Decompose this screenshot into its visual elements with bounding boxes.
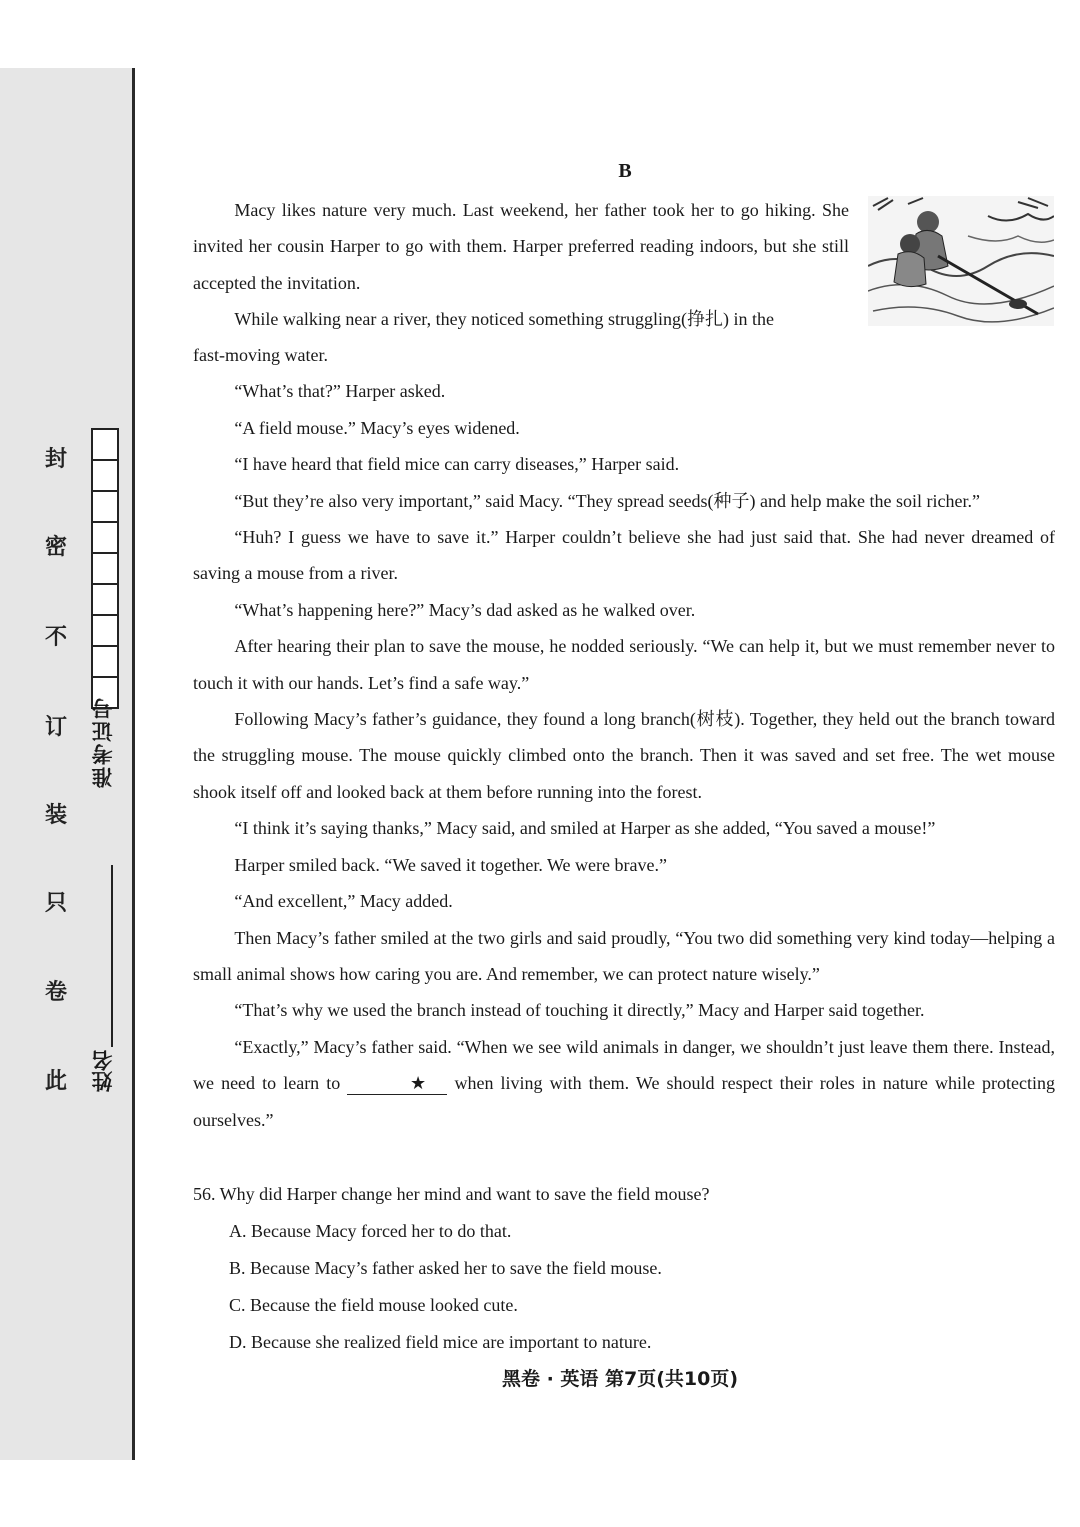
story-paragraph-with-blank <box>193 1029 1055 1138</box>
exam-id-box[interactable] <box>91 521 119 554</box>
answer-blank[interactable] <box>347 1072 447 1095</box>
blank-after-text: when living with them. We should respect their roles in nature while protecting ourselves.” <box>193 1073 1056 1130</box>
star-icon: ★ <box>409 1073 427 1094</box>
exam-id-box[interactable] <box>91 552 119 585</box>
seal-char: 此 <box>44 1069 67 1094</box>
intro-paragraph: Macy likes nature very much. Last weekend, her father took her to go hiking. She invited her cousin Harper to go with them. Harper preferred reading indoors, but she still accepted the invitation. <box>193 200 849 293</box>
option-c[interactable]: C. Because the field mouse looked cute. <box>229 1295 518 1315</box>
story-paragraph: “A field mouse.” Macy’s eyes widened. <box>234 417 520 438</box>
story-paragraph: “What’s happening here?” Macy’s dad asked as he walked over. <box>234 599 696 620</box>
seal-char: 卷 <box>44 980 67 1005</box>
name-field-line[interactable] <box>111 865 113 1047</box>
option-b[interactable]: B. Because Macy’s father asked her to save the field mouse. <box>229 1258 662 1278</box>
paragraph-2-end: fast-moving water. <box>193 345 328 365</box>
seal-char: 不 <box>44 625 67 650</box>
story-paragraph: “But they’re also very important,” said Macy. “They spread seeds(种子) and help make the soil richer.” <box>234 490 980 511</box>
seal-char: 密 <box>44 535 67 560</box>
option-d[interactable]: D. Because she realized field mice are important to nature. <box>229 1332 652 1352</box>
rescue-illustration <box>868 196 1054 326</box>
name-label: 姓名 <box>91 1050 115 1092</box>
exam-id-label: 准考证号 <box>91 696 115 788</box>
story-paragraph: “Huh? I guess we have to save it.” Harper couldn’t believe she had just said that. She had never dreamed of saving a mouse from a river. <box>193 527 1055 584</box>
page-footer: 黑卷 · 英语 第7页(共10页) <box>501 1368 739 1390</box>
story-body <box>193 337 1055 1138</box>
story-paragraph: “I think it’s saying thanks,” Macy said, and smiled at Harper as she added, “You saved a mouse!” <box>234 818 936 839</box>
seal-char: 封 <box>44 447 67 472</box>
option-a[interactable]: A. Because Macy forced her to do that. <box>229 1221 512 1241</box>
exam-id-box[interactable] <box>91 583 119 616</box>
story-paragraph: Harper smiled back. “We saved it together. We were brave.” <box>234 854 667 875</box>
seal-char: 订 <box>44 715 67 740</box>
story-paragraph: “What’s that?” Harper asked. <box>234 381 446 402</box>
exam-id-box[interactable] <box>91 645 119 678</box>
exam-id-box[interactable] <box>91 428 119 461</box>
section-title: B <box>618 160 632 182</box>
story-paragraph: Then Macy’s father smiled at the two girls and said proudly, “You two did something very kind today—helping a small animal shows how caring you are. And remember, we can protect nature wisely.” <box>193 927 1055 984</box>
binding-line <box>132 68 135 1460</box>
story-paragraph: Following Macy’s father’s guidance, they found a long branch(树枝). Together, they held out the branch toward the struggling mouse. The mouse quickly climbed onto the branch. Then it was saved and set free. The wet mouse shook itself off and looked back at them before running into the forest. <box>193 709 1055 802</box>
blank-before-text: “Exactly,” Macy’s father said. “When we see wild animals in danger, we shouldn’t just leave them there. Instead, we need to learn to <box>193 1036 1055 1094</box>
seal-char: 装 <box>44 803 67 828</box>
story-paragraph: After hearing their plan to save the mouse, he nodded seriously. “We can help it, but we must remember never to touch it with our hands. Let’s find a safe way.” <box>193 636 1055 693</box>
paragraph-2-start: While walking near a river, they noticed something struggling(挣扎) in the <box>234 309 775 330</box>
question-stem: 56. Why did Harper change her mind and want to save the field mouse? <box>193 1184 710 1204</box>
story-paragraph: “And excellent,” Macy added. <box>234 891 453 912</box>
exam-id-box[interactable] <box>91 614 119 647</box>
story-paragraph: “That’s why we used the branch instead of touching it directly,” Macy and Harper said together. <box>234 1000 925 1021</box>
exam-id-boxes[interactable] <box>91 430 117 709</box>
intro-block <box>193 192 849 338</box>
question-56 <box>193 1176 1055 1361</box>
exam-id-box[interactable] <box>91 490 119 523</box>
seal-char: 只 <box>44 891 67 916</box>
exam-id-box[interactable] <box>91 459 119 492</box>
story-paragraph: “I have heard that field mice can carry diseases,” Harper said. <box>234 454 680 475</box>
